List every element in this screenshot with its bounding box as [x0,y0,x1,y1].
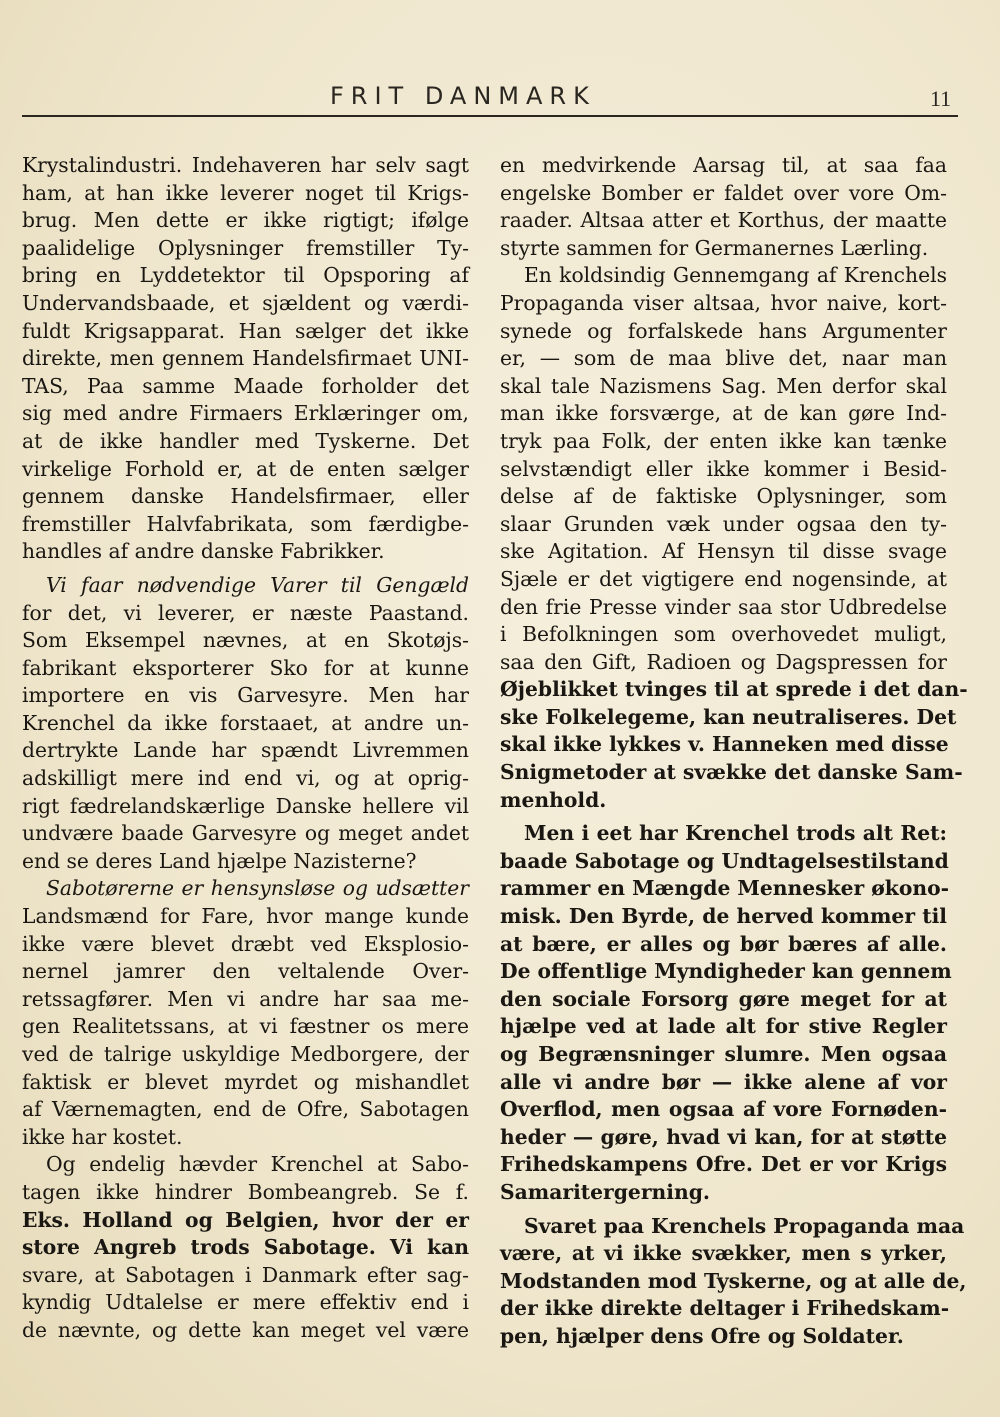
text-line: ikke har kostet. [22,1124,183,1149]
text-line: virkelige Forhold er, at de enten sælger [22,456,469,481]
text-line: hjælpe ved at lade alt for stive Regler [500,1014,947,1039]
text-line: fremstiller Halvfabrikata, som færdigbe- [22,511,469,536]
masthead: FRIT DANMARK [330,82,596,110]
text-line: den frie Presse vinder saa stor Udbredelse [500,594,947,619]
text-line: Som Eksempel nævnes, at en Skotøjs- [22,628,469,653]
text-line: selvstændigt eller ikke kommer i Besid- [500,456,947,481]
text-line: Samaritergerning. [500,1179,710,1204]
text-line: raader. Altsaa atter et Korthus, der maatte [500,208,947,233]
text-line: Sabotørerne er hensynsløse og udsætter [46,876,469,901]
text-line: misk. Den Byrde, de herved kommer til [500,904,947,929]
text-line: ske Agitation. Af Hensyn til disse svage [500,539,947,564]
text-line: slaar Grunden væk under ogsaa den ty- [500,511,947,536]
text-line: Propaganda viser altsaa, hvor naive, kort- [500,290,947,315]
text-line: fuldt Krigsapparat. Han sælger det ikke [22,318,469,343]
text-line: undvære baade Garvesyre og meget andet [22,821,469,846]
text-line: Øjeblikket tvinges til at sprede i det dan- [500,677,968,702]
text-line: Sjæle er det vigtigere end nogensinde, at [500,566,947,591]
text-line: Krenchel da ikke forstaaet, at andre un- [22,710,469,735]
text-line: baade Sabotage og Undtagelsestilstand [500,848,949,873]
text-line: ham, at han ikke leverer noget til Krigs- [22,180,469,205]
text-line: af Værnemagten, end de Ofre, Sabotagen [22,1097,469,1122]
text-line: heder — gøre, hvad vi kan, for at støtte [500,1124,947,1149]
text-line: Undervandsbaade, et sjældent og værdi- [22,290,469,315]
text-line: brug. Men dette er ikke rigtigt; ifølge [22,208,469,233]
text-line: Men i eet har Krenchel trods alt Ret: [524,821,947,846]
text-line: den sociale Forsorg gøre meget for at [500,986,947,1011]
text-line: kyndig Udtalelse er mere effektiv end i [22,1290,469,1315]
text-line: saa den Gift, Radioen og Dagspressen for [500,649,947,674]
text-line: man ikke forsværge, at de kan gøre Ind- [500,401,947,426]
text-line: der ikke direkte deltager i Frihedskam- [500,1296,950,1321]
text-line: ved de talrige uskyldige Medborgere, der [22,1042,469,1066]
text-line: de nævnte, og dette kan meget vel være [22,1317,469,1342]
text-line: Eks. Holland og Belgien, hvor der er [22,1207,469,1232]
text-line: bring en Lyddetektor til Opsporing af [22,263,469,288]
text-line: sig med andre Firmaers Erklæringer om, [22,401,469,426]
text-line: TAS, Paa samme Maade forholder det [22,373,469,398]
text-line: Snigmetoder at svække det danske Sam- [500,760,963,785]
text-line: handles af andre danske Fabrikker. [22,539,385,564]
text-line: Svaret paa Krenchels Propaganda maa [524,1213,965,1238]
text-line: er, — som de maa blive det, naar man [500,346,947,371]
text-line: adskilligt mere ind end vi, og at oprig- [22,766,469,791]
text-line: Frihedskampens Ofre. Det er vor Krigs [500,1152,947,1177]
text-line: tryk paa Folk, der enten ikke kan tænke [500,428,947,453]
text-line: rigt fædrelandskærlige Danske hellere vil [22,793,469,818]
text-line: for det, vi leverer, er næste Paastand. [22,600,469,625]
text-line: synede og forfalskede hans Argumenter [500,318,947,343]
text-line: ikke være blevet dræbt ved Eksplosio- [22,931,469,956]
text-line: Krystalindustri. Indehaveren har selv sagt [22,153,469,177]
text-line: Landsmænd for Fare, hvor mange kunde [22,904,469,929]
text-line: end se deres Land hjælpe Nazisterne? [22,848,417,873]
text-line: store Angreb trods Sabotage. Vi kan [22,1235,469,1260]
text-line: Modstanden mod Tyskerne, og at alle de, [500,1268,967,1293]
left-column [22,152,469,1345]
text-line: tagen ikke hindrer Bombeangreb. Se f. [22,1179,469,1204]
text-line: være, at vi ikke svækker, men s yrker, [500,1241,947,1266]
text-line: Vi faar nødvendige Varer til Gengæld [46,572,469,597]
text-line: delse af de faktiske Oplysninger, som [500,484,947,509]
text-line: menhold. [500,787,607,812]
text-line: importere en vis Garvesyre. Men har [22,683,469,708]
text-line: skal tale Nazismens Sag. Men derfor skal [500,373,947,398]
text-line: paalidelige Oplysninger fremstiller Ty- [22,235,469,260]
text-line: skal ikke lykkes v. Hanneken med disse [500,732,949,757]
text-line: retssagfører. Men vi andre har saa me- [22,986,469,1011]
text-line: styrte sammen for Germanernes Lærling. [500,235,929,260]
text-line: gennem danske Handelsfirmaer, eller [22,484,469,509]
text-line: at bære, er alles og bør bæres af alle. [500,931,947,956]
text-line: pen, hjælper dens Ofre og Soldater. [500,1323,904,1348]
text-line: og Begrænsninger slumre. Men ogsaa [500,1042,947,1066]
text-line: alle vi andre bør — ikke alene af vor [500,1069,947,1094]
text-line: dertrykte Lande har spændt Livremmen [22,738,469,763]
text-line: ske Folkelegeme, kan neutraliseres. Det [500,704,957,729]
text-line: direkte, men gennem Handelsfirmaet UNI- [22,346,469,371]
text-line: gen Realitetssans, at vi fæstner os mere [22,1014,469,1039]
header-rule [22,115,958,117]
text-line: En koldsindig Gennemgang af Krenchels [524,263,947,288]
page-number: 11 [930,86,952,111]
text-line: nernel jamrer den veltalende Over- [22,959,469,984]
text-line: Overflod, men ogsaa af vore Fornøden- [500,1097,947,1122]
text-line: fabrikant eksporterer Sko for at kunne [22,655,469,680]
text-line: De offentlige Myndigheder kan gennem [500,959,952,984]
text-line: svare, at Sabotagen i Danmark efter sag- [22,1262,469,1287]
right-column [500,152,968,1351]
text-line: at de ikke handler med Tyskerne. Det [22,428,469,453]
text-line: faktisk er blevet myrdet og mishandlet [22,1069,469,1094]
text-line: i Befolkningen som overhovedet muligt, [500,622,947,647]
text-line: engelske Bomber er faldet over vore Om- [500,180,947,205]
text-line: rammer en Mængde Mennesker økono- [500,876,950,901]
text-line: Og endelig hævder Krenchel at Sabo- [46,1152,469,1177]
text-line: en medvirkende Aarsag til, at saa faa [500,153,947,177]
